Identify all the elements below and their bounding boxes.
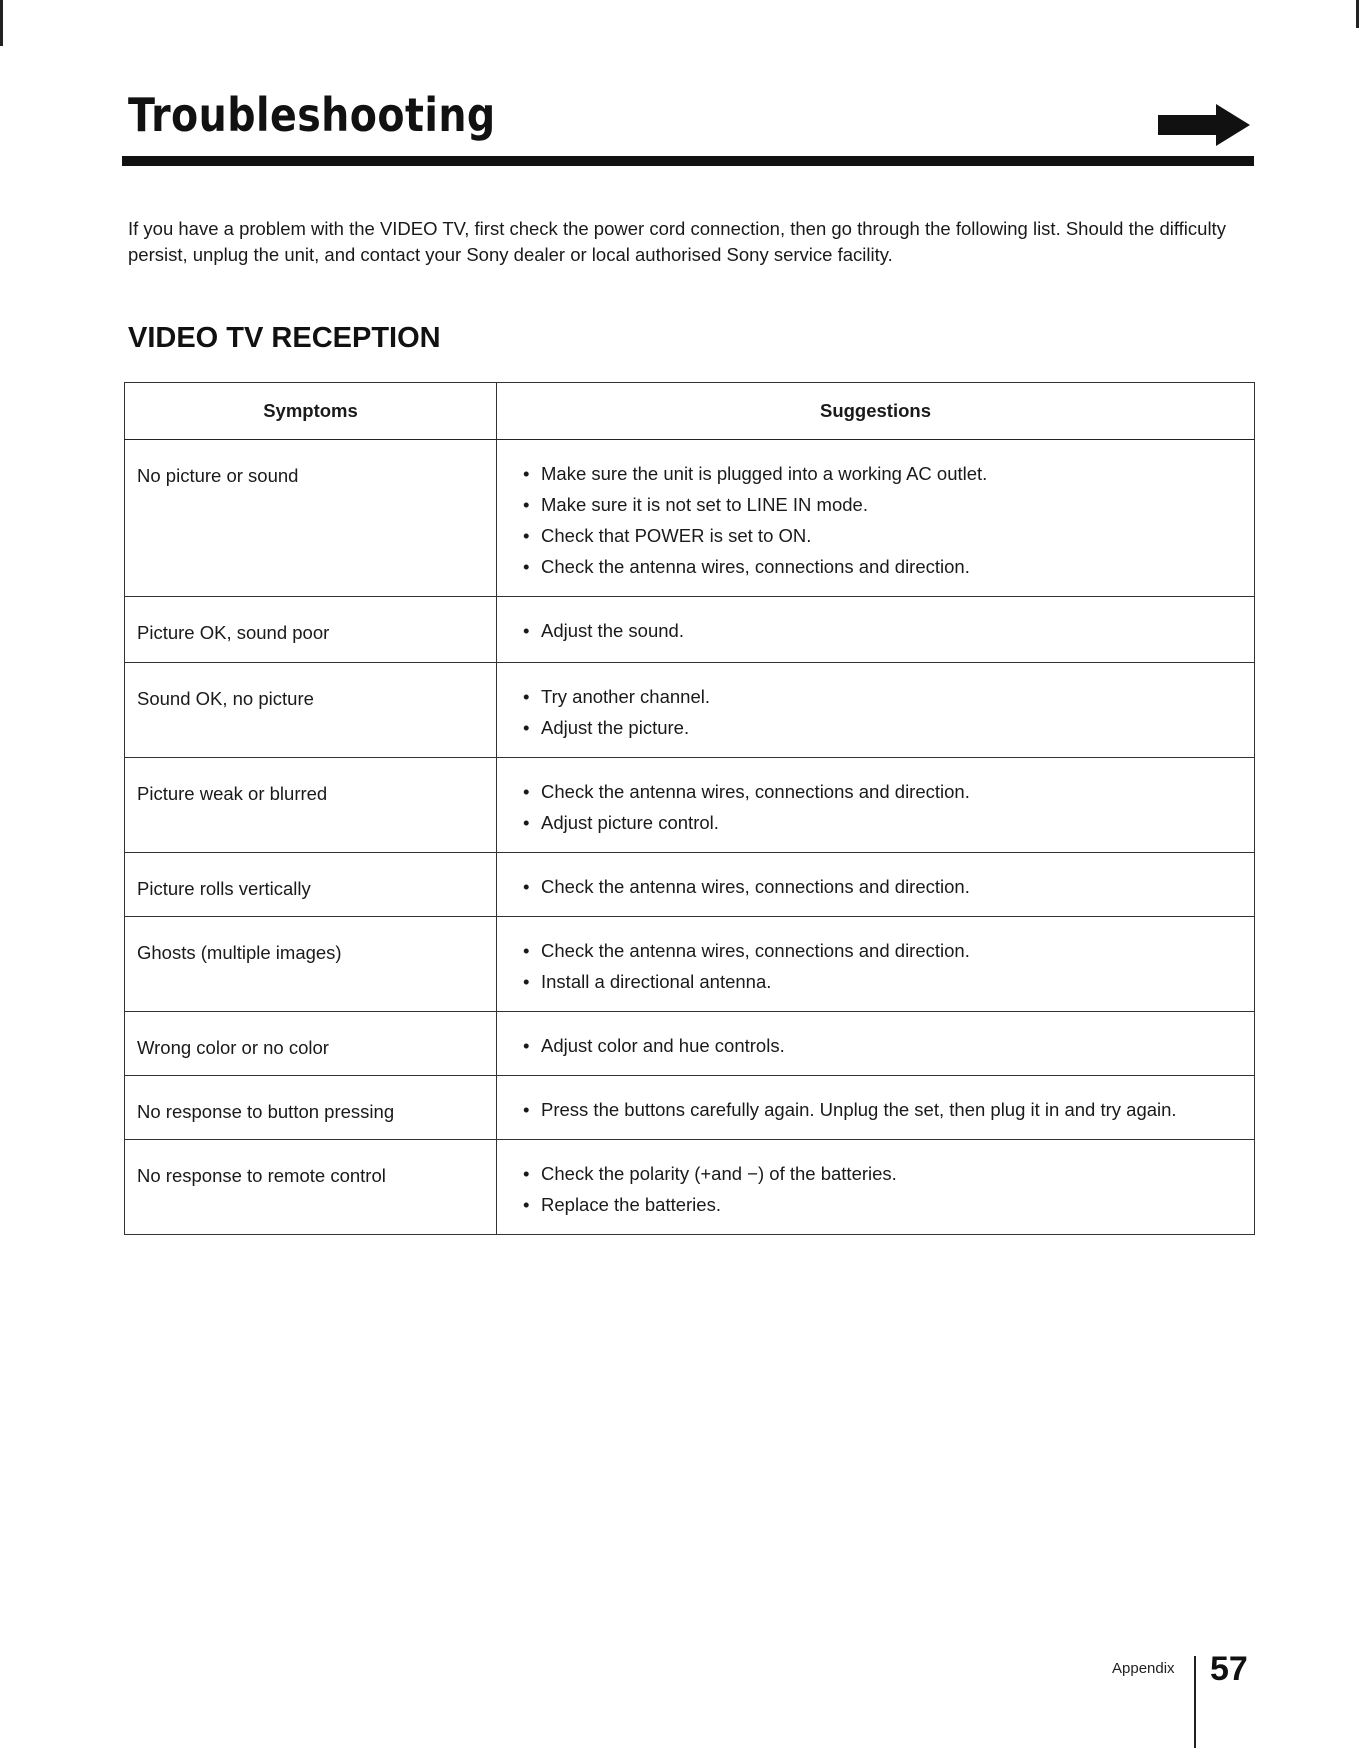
title-rule [122, 156, 1254, 166]
suggestion-item: • Check the antenna wires, connections and direction. [523, 776, 1242, 807]
suggestion-cell [497, 917, 1255, 1012]
table-row [125, 597, 1255, 663]
symptom-cell: No picture or sound [125, 440, 497, 597]
suggestion-item: • Try another channel. [523, 681, 1242, 712]
suggestion-cell [497, 1140, 1255, 1235]
symptom-cell: No response to button pressing [125, 1076, 497, 1140]
suggestion-list [523, 1094, 1242, 1125]
table-row [125, 1140, 1255, 1235]
table-row [125, 440, 1255, 597]
footer-divider [1194, 1656, 1196, 1748]
suggestion-item: • Check that POWER is set to ON. [523, 520, 1242, 551]
suggestion-list [523, 871, 1242, 902]
suggestion-item: • Adjust the picture. [523, 712, 1242, 743]
suggestion-item: • Replace the batteries. [523, 1189, 1242, 1220]
intro-paragraph: If you have a problem with the VIDEO TV, first check the power cord connection, then go through the following list. Should the difficulty persist, unplug the unit, and contact your Sony dealer or local authorised Sony service facility. [128, 218, 1226, 265]
page-number: 57 [1210, 1650, 1248, 1688]
symptom-cell: Picture OK, sound poor [125, 597, 497, 663]
suggestion-item: • Adjust the sound. [523, 615, 1242, 646]
suggestion-item: • Check the antenna wires, connections and direction. [523, 871, 1242, 902]
footer-section-label: Appendix [1112, 1660, 1175, 1677]
table-row [125, 663, 1255, 758]
table-row [125, 1076, 1255, 1140]
suggestion-list [523, 1030, 1242, 1061]
symptom-cell: Picture weak or blurred [125, 758, 497, 853]
suggestion-list [523, 458, 1242, 582]
scan-edge-mark [0, 0, 3, 46]
suggestion-cell [497, 440, 1255, 597]
suggestion-list [523, 776, 1242, 838]
table-row [125, 1012, 1255, 1076]
suggestion-list [523, 935, 1242, 997]
page-title: Troubleshooting [128, 88, 496, 142]
suggestion-item: • Check the antenna wires, connections and direction. [523, 551, 1242, 582]
table-row [125, 758, 1255, 853]
suggestion-item: • Check the polarity (+and −) of the batteries. [523, 1158, 1242, 1189]
suggestion-cell [497, 853, 1255, 917]
suggestion-item: • Check the antenna wires, connections and direction. [523, 935, 1242, 966]
troubleshooting-table [124, 382, 1255, 1235]
table-header-row [125, 383, 1255, 440]
symptom-cell: No response to remote control [125, 1140, 497, 1235]
suggestion-cell [497, 663, 1255, 758]
suggestion-list [523, 1158, 1242, 1220]
symptom-cell: Picture rolls vertically [125, 853, 497, 917]
suggestion-item: • Install a directional antenna. [523, 966, 1242, 997]
suggestion-list [523, 681, 1242, 743]
table-row [125, 917, 1255, 1012]
suggestion-item: • Press the buttons carefully again. Unplug the set, then plug it in and try again. [523, 1094, 1242, 1125]
symptom-cell: Ghosts (multiple images) [125, 917, 497, 1012]
symptom-cell: Wrong color or no color [125, 1012, 497, 1076]
scan-edge-mark [1356, 0, 1359, 28]
suggestion-item: • Make sure it is not set to LINE IN mode. [523, 489, 1242, 520]
column-header-symptoms: Symptoms [125, 383, 497, 440]
right-arrow-icon [1158, 104, 1250, 146]
suggestion-cell [497, 758, 1255, 853]
table-row [125, 853, 1255, 917]
suggestion-item: • Make sure the unit is plugged into a working AC outlet. [523, 458, 1242, 489]
symptom-cell: Sound OK, no picture [125, 663, 497, 758]
suggestion-list [523, 615, 1242, 646]
suggestion-item: • Adjust picture control. [523, 807, 1242, 838]
column-header-suggestions: Suggestions [497, 383, 1255, 440]
suggestion-cell [497, 597, 1255, 663]
suggestion-cell [497, 1076, 1255, 1140]
suggestion-cell [497, 1012, 1255, 1076]
section-heading: VIDEO TV RECEPTION [128, 322, 441, 354]
suggestion-item: • Adjust color and hue controls. [523, 1030, 1242, 1061]
